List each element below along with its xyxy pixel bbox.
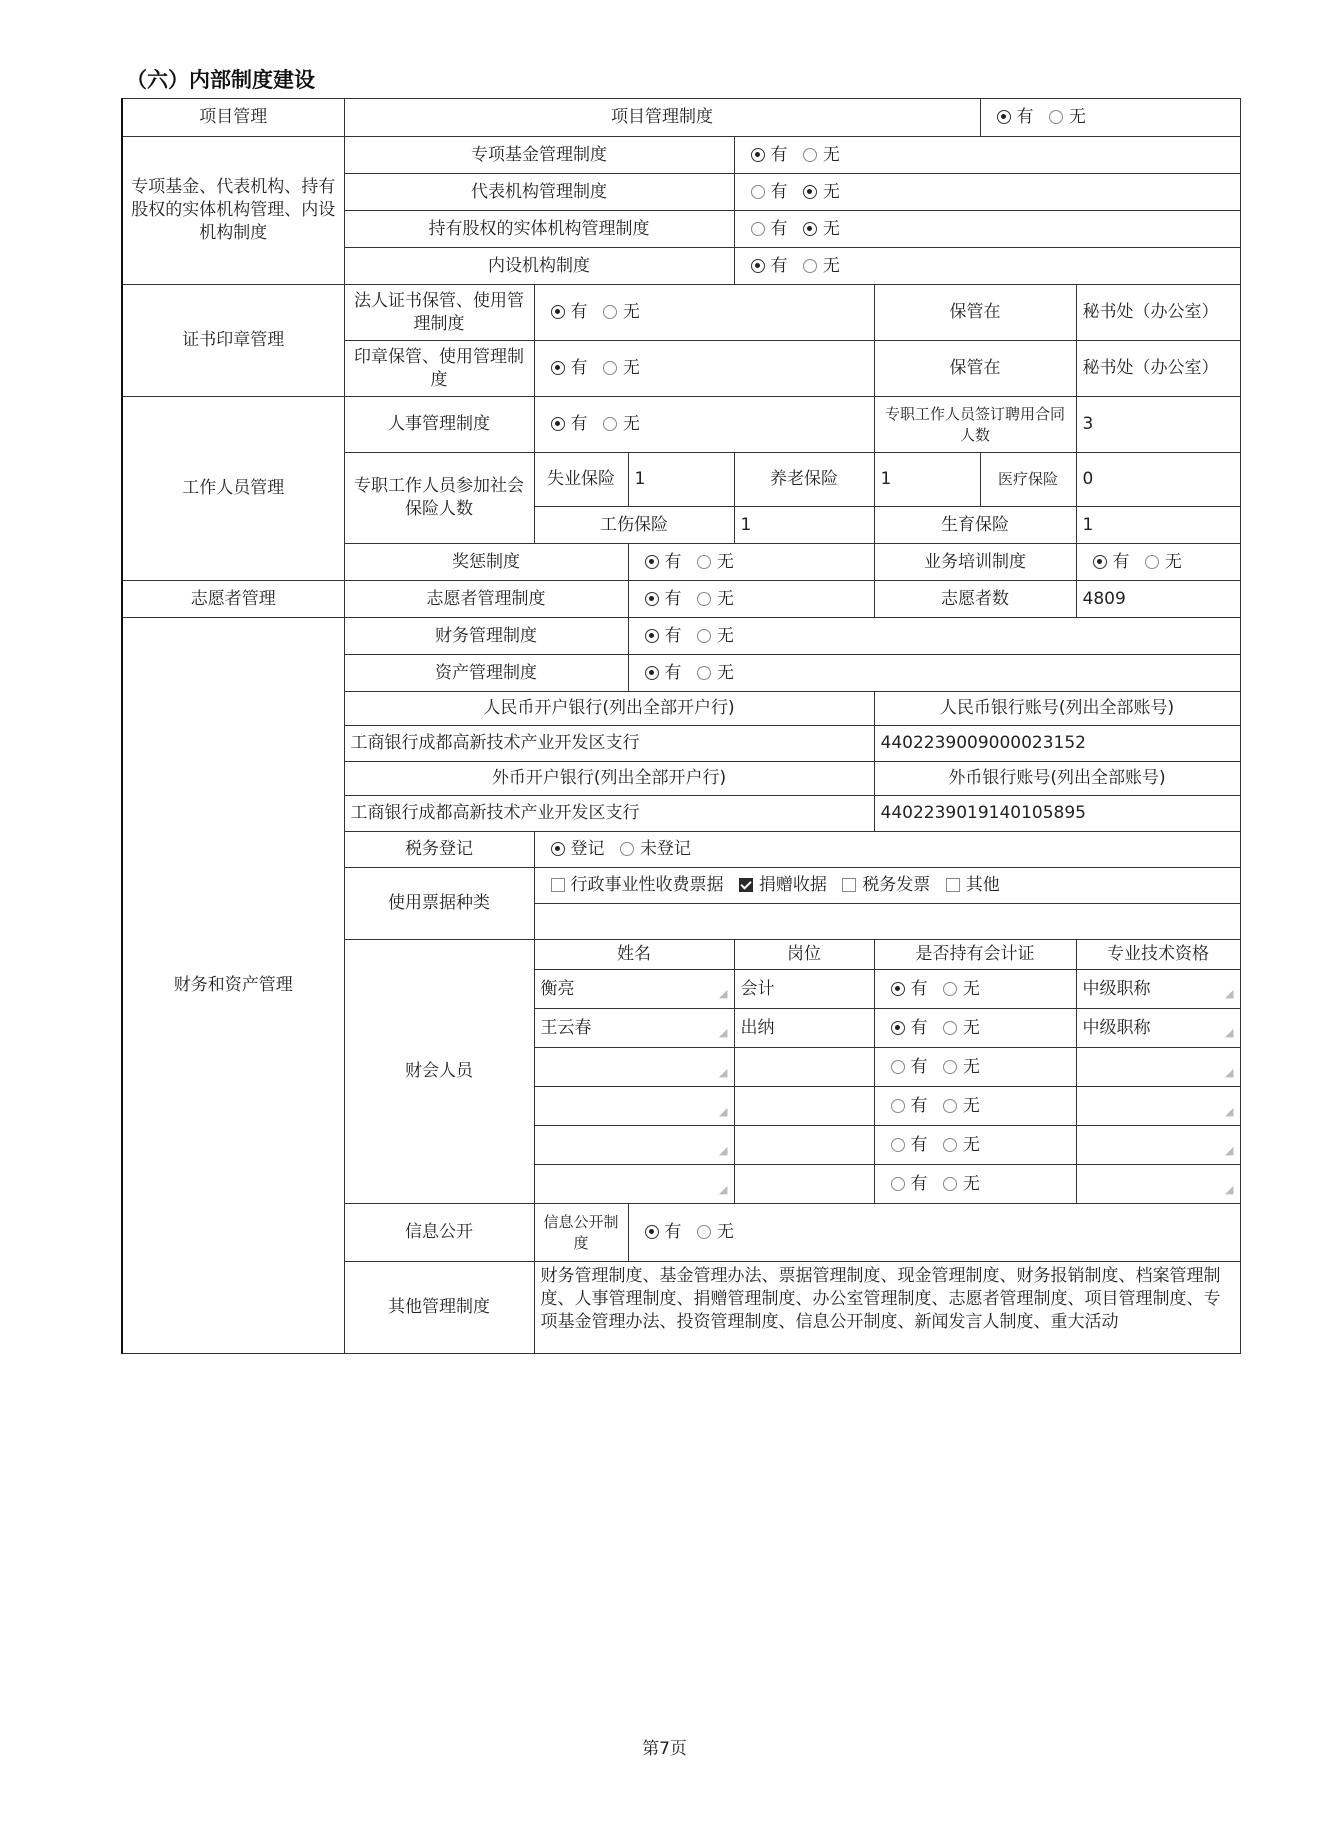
no-label: 无 (822, 255, 840, 276)
maternity-label: 生育保险 (874, 507, 1076, 544)
resize-handle-icon: ◢ (719, 1104, 728, 1118)
no-radio[interactable] (943, 1021, 957, 1035)
receipt-label: 使用票据种类 (344, 868, 534, 940)
no-label: 无 (962, 1134, 980, 1155)
maternity-value: 1 (1076, 507, 1240, 544)
accountant-post-field[interactable] (734, 1087, 874, 1126)
no-radio[interactable] (943, 1138, 957, 1152)
tax-options (534, 832, 1240, 868)
tax-label: 税务登记 (344, 832, 534, 868)
accountant-cert-options (874, 1126, 1076, 1165)
no-label: 无 (716, 662, 734, 683)
staff-label: 工作人员管理 (122, 397, 344, 581)
yes-label: 有 (910, 1173, 928, 1194)
yes-radio[interactable] (551, 417, 565, 431)
yes-radio[interactable] (751, 148, 765, 162)
yes-radio[interactable] (645, 1225, 659, 1239)
no-label: 无 (1068, 107, 1086, 128)
accountant-name-field[interactable] (534, 1165, 734, 1204)
no-label: 无 (822, 144, 840, 165)
yes-radio[interactable] (891, 982, 905, 996)
no-radio[interactable] (697, 1225, 711, 1239)
accountant-post-field[interactable] (734, 1048, 874, 1087)
yes-label: 有 (770, 255, 788, 276)
volunteer-label: 志愿者管理 (122, 581, 344, 618)
form-table (121, 98, 1241, 1354)
receipt-admin-label: 行政事业性收费票据 (570, 875, 724, 896)
medical-value: 0 (1076, 453, 1240, 507)
accountant-qual-field[interactable] (1076, 1009, 1240, 1048)
project-no-radio[interactable] (1049, 110, 1063, 124)
no-label: 无 (822, 218, 840, 239)
no-radio[interactable] (603, 361, 617, 375)
no-radio[interactable] (803, 222, 817, 236)
accountant-post: 出纳 (740, 1017, 775, 1038)
hr-label: 人事管理制度 (344, 397, 534, 453)
accountant-qual: 中级职称 (1082, 978, 1151, 999)
resize-handle-icon: ◢ (1225, 986, 1234, 1000)
col-post-header: 岗位 (734, 940, 874, 970)
yes-label: 有 (664, 551, 682, 572)
yes-label: 有 (910, 1056, 928, 1077)
reward-options (628, 544, 874, 581)
accountant-qual: 中级职称 (1082, 1017, 1151, 1038)
accountant-staff-label: 财会人员 (344, 940, 534, 1204)
yes-radio[interactable] (551, 361, 565, 375)
yes-radio[interactable] (645, 592, 659, 606)
volunteer-system-options (628, 581, 874, 618)
seal-row-label: 法人证书保管、使用管理制度 (344, 285, 534, 341)
no-radio[interactable] (697, 629, 711, 643)
no-radio[interactable] (943, 1177, 957, 1191)
asset-system-label: 资产管理制度 (344, 655, 628, 692)
rmb-account-value: 4402239009000023152 (874, 726, 1240, 762)
tax-registered-radio[interactable] (551, 842, 565, 856)
project-system-label: 项目管理制度 (344, 99, 980, 137)
receipt-other-field[interactable] (534, 904, 1240, 940)
no-radio[interactable] (803, 148, 817, 162)
rmb-bank-label: 人民币开户银行(列出全部开户行) (344, 692, 874, 726)
resize-handle-icon: ◢ (1225, 1065, 1234, 1079)
col-cert-header: 是否持有会计证 (874, 940, 1076, 970)
keeper-label: 保管在 (874, 285, 1076, 341)
other-systems-text: 财务管理制度、基金管理办法、票据管理制度、现金管理制度、财务报销制度、档案管理制度、人事管理制度、捐赠管理制度、办公室管理制度、志愿者管理制度、项目管理制度、专项基金管理办法、投资管理制度、信息公开制度、新闻发言人制度、重大活动 (540, 1266, 1221, 1332)
receipt-donation-label: 捐赠收据 (758, 875, 827, 896)
yes-radio[interactable] (891, 1138, 905, 1152)
yes-label: 有 (570, 414, 588, 435)
no-radio[interactable] (943, 982, 957, 996)
accountant-post-field[interactable] (734, 970, 874, 1009)
fund-row-label: 内设机构制度 (344, 248, 734, 285)
yes-label: 有 (770, 181, 788, 202)
fx-bank-label: 外币开户银行(列出全部开户行) (344, 762, 874, 796)
training-label: 业务培训制度 (874, 544, 1076, 581)
resize-handle-icon: ◢ (1225, 1182, 1234, 1196)
no-radio[interactable] (603, 417, 617, 431)
fx-bank-value: 工商银行成都高新技术产业开发区支行 (344, 796, 874, 832)
no-radio[interactable] (1145, 555, 1159, 569)
asset-system-options (628, 655, 1240, 692)
injury-label: 工伤保险 (534, 507, 734, 544)
other-systems-field[interactable] (534, 1262, 1240, 1354)
yes-label: 有 (570, 358, 588, 379)
receipt-tax-invoice-label: 税务发票 (862, 875, 931, 896)
receipt-tax-invoice-checkbox[interactable] (842, 878, 856, 892)
yes-label: 有 (570, 302, 588, 323)
disclosure-label: 信息公开 (344, 1204, 534, 1262)
yes-label: 有 (770, 144, 788, 165)
accountant-name-field[interactable] (534, 1009, 734, 1048)
row-fund-1 (122, 137, 1240, 174)
yes-label: 有 (910, 1017, 928, 1038)
yes-radio[interactable] (645, 555, 659, 569)
accountant-post-field[interactable] (734, 1126, 874, 1165)
row-fin-system (122, 618, 1240, 655)
yes-radio[interactable] (645, 629, 659, 643)
yes-radio[interactable] (1093, 555, 1107, 569)
no-label: 无 (716, 588, 734, 609)
volunteer-count: 4809 (1076, 581, 1240, 618)
resize-handle-icon: ◢ (719, 1025, 728, 1039)
pension-value: 1 (874, 453, 980, 507)
no-radio[interactable] (603, 305, 617, 319)
no-radio[interactable] (697, 555, 711, 569)
accountant-post-field[interactable] (734, 1009, 874, 1048)
yes-radio[interactable] (751, 259, 765, 273)
receipt-options (534, 868, 1240, 904)
yes-label: 有 (1016, 107, 1034, 128)
fund-row-options (734, 137, 1240, 174)
yes-radio[interactable] (891, 1177, 905, 1191)
resize-handle-icon: ◢ (719, 1182, 728, 1196)
receipt-admin-checkbox[interactable] (551, 878, 565, 892)
no-label: 无 (822, 181, 840, 202)
training-options (1076, 544, 1240, 581)
no-radio[interactable] (803, 185, 817, 199)
seal-row-options (534, 285, 874, 341)
row-staff-hr (122, 397, 1240, 453)
volunteer-system-label: 志愿者管理制度 (344, 581, 628, 618)
accountant-post: 会计 (740, 978, 775, 999)
accountant-qual-field[interactable] (1076, 1087, 1240, 1126)
internal-system-form (121, 98, 1239, 1354)
no-radio[interactable] (803, 259, 817, 273)
yes-radio[interactable] (551, 305, 565, 319)
fund-row-label: 专项基金管理制度 (344, 137, 734, 174)
pension-label: 养老保险 (734, 453, 874, 507)
accountant-cert-options (874, 970, 1076, 1009)
no-radio[interactable] (697, 666, 711, 680)
no-label: 无 (716, 1222, 734, 1243)
tax-unregistered-radio[interactable] (620, 842, 634, 856)
yes-radio[interactable] (891, 1099, 905, 1113)
yes-label: 有 (664, 1222, 682, 1243)
yes-label: 有 (1112, 551, 1130, 572)
accountant-cert-options (874, 1165, 1076, 1204)
contract-label: 专职工作人员签订聘用合同人数 (874, 397, 1076, 453)
yes-radio[interactable] (891, 1060, 905, 1074)
row-project (122, 99, 1240, 137)
yes-label: 有 (770, 218, 788, 239)
accountant-cert-options (874, 1009, 1076, 1048)
accountant-name: 王云春 (540, 1017, 592, 1038)
tax-unregistered-label: 未登记 (639, 839, 691, 860)
yes-radio[interactable] (751, 185, 765, 199)
fund-row-label: 代表机构管理制度 (344, 174, 734, 211)
accountant-qual-field[interactable] (1076, 1048, 1240, 1087)
insurance-label: 专职工作人员参加社会保险人数 (344, 453, 534, 544)
no-radio[interactable] (943, 1060, 957, 1074)
rmb-account-label: 人民币银行账号(列出全部账号) (874, 692, 1240, 726)
page-number: 第7页 (642, 1739, 687, 1759)
row-seal-1 (122, 285, 1240, 341)
no-label: 无 (962, 1095, 980, 1116)
receipt-other-checkbox[interactable] (946, 878, 960, 892)
no-radio[interactable] (943, 1099, 957, 1113)
project-yes-radio[interactable] (997, 110, 1011, 124)
accountant-post-field[interactable] (734, 1165, 874, 1204)
no-radio[interactable] (697, 592, 711, 606)
seal-row-options (534, 341, 874, 397)
tax-registered-label: 登记 (570, 839, 605, 860)
no-label: 无 (1164, 551, 1182, 572)
yes-label: 有 (664, 625, 682, 646)
contract-count: 3 (1076, 397, 1240, 453)
no-label: 无 (622, 302, 640, 323)
project-label: 项目管理 (122, 99, 344, 137)
project-system-options (980, 99, 1240, 137)
unemployment-label: 失业保险 (534, 453, 628, 507)
disclosure-system-label: 信息公开制度 (534, 1204, 628, 1262)
keeper-label: 保管在 (874, 341, 1076, 397)
other-label: 其他管理制度 (344, 1262, 534, 1354)
hr-options (534, 397, 874, 453)
fin-system-label: 财务管理制度 (344, 618, 628, 655)
fund-row-label: 持有股权的实体机构管理制度 (344, 211, 734, 248)
medical-label: 医疗保险 (980, 453, 1076, 507)
fx-account-value: 4402239019140105895 (874, 796, 1240, 832)
yes-label: 有 (910, 978, 928, 999)
no-label: 无 (622, 414, 640, 435)
yes-radio[interactable] (751, 222, 765, 236)
col-qual-header: 专业技术资格 (1076, 940, 1240, 970)
receipt-donation-checkbox[interactable] (739, 878, 753, 892)
accountant-name-field[interactable] (534, 970, 734, 1009)
accountant-cert-options (874, 1048, 1076, 1087)
accountant-qual-field[interactable] (1076, 1126, 1240, 1165)
rmb-bank-value: 工商银行成都高新技术产业开发区支行 (344, 726, 874, 762)
resize-handle-icon: ◢ (1225, 1025, 1234, 1039)
no-label: 无 (716, 551, 734, 572)
accountant-name-field[interactable] (534, 1048, 734, 1087)
keeper-value: 秘书处（办公室） (1076, 341, 1240, 397)
accountant-name: 衡亮 (540, 978, 575, 999)
accountant-name-field[interactable] (534, 1087, 734, 1126)
disclosure-options (628, 1204, 1240, 1262)
accountant-cert-options (874, 1087, 1076, 1126)
resize-handle-icon: ◢ (1225, 1104, 1234, 1118)
yes-label: 有 (664, 588, 682, 609)
fund-row-options (734, 211, 1240, 248)
resize-handle-icon: ◢ (1225, 1143, 1234, 1157)
yes-label: 有 (664, 662, 682, 683)
reward-label: 奖惩制度 (344, 544, 628, 581)
seal-label: 证书印章管理 (122, 285, 344, 397)
col-name-header: 姓名 (534, 940, 734, 970)
accountant-qual-field[interactable] (1076, 1165, 1240, 1204)
no-label: 无 (622, 358, 640, 379)
no-label: 无 (716, 625, 734, 646)
seal-row-label: 印章保管、使用管理制度 (344, 341, 534, 397)
volunteer-count-label: 志愿者数 (874, 581, 1076, 618)
resize-handle-icon: ◢ (719, 1143, 728, 1157)
yes-label: 有 (910, 1095, 928, 1116)
finance-label: 财务和资产管理 (122, 618, 344, 1354)
fin-system-options (628, 618, 1240, 655)
no-label: 无 (962, 1056, 980, 1077)
fund-group-label: 专项基金、代表机构、持有股权的实体机构管理、内设机构制度 (122, 137, 344, 285)
row-volunteer (122, 581, 1240, 618)
receipt-other-label: 其他 (965, 875, 1000, 896)
yes-label: 有 (910, 1134, 928, 1155)
no-label: 无 (962, 1173, 980, 1194)
fx-account-label: 外币银行账号(列出全部账号) (874, 762, 1240, 796)
injury-value: 1 (734, 507, 874, 544)
unemployment-value: 1 (628, 453, 734, 507)
fund-row-options (734, 248, 1240, 285)
keeper-value: 秘书处（办公室） (1076, 285, 1240, 341)
no-label: 无 (962, 978, 980, 999)
no-label: 无 (962, 1017, 980, 1038)
section-title: （六）内部制度建设 (126, 68, 315, 92)
yes-radio[interactable] (891, 1021, 905, 1035)
resize-handle-icon: ◢ (719, 986, 728, 1000)
accountant-qual-field[interactable] (1076, 970, 1240, 1009)
fund-row-options (734, 174, 1240, 211)
yes-radio[interactable] (645, 666, 659, 680)
accountant-name-field[interactable] (534, 1126, 734, 1165)
resize-handle-icon: ◢ (719, 1065, 728, 1079)
